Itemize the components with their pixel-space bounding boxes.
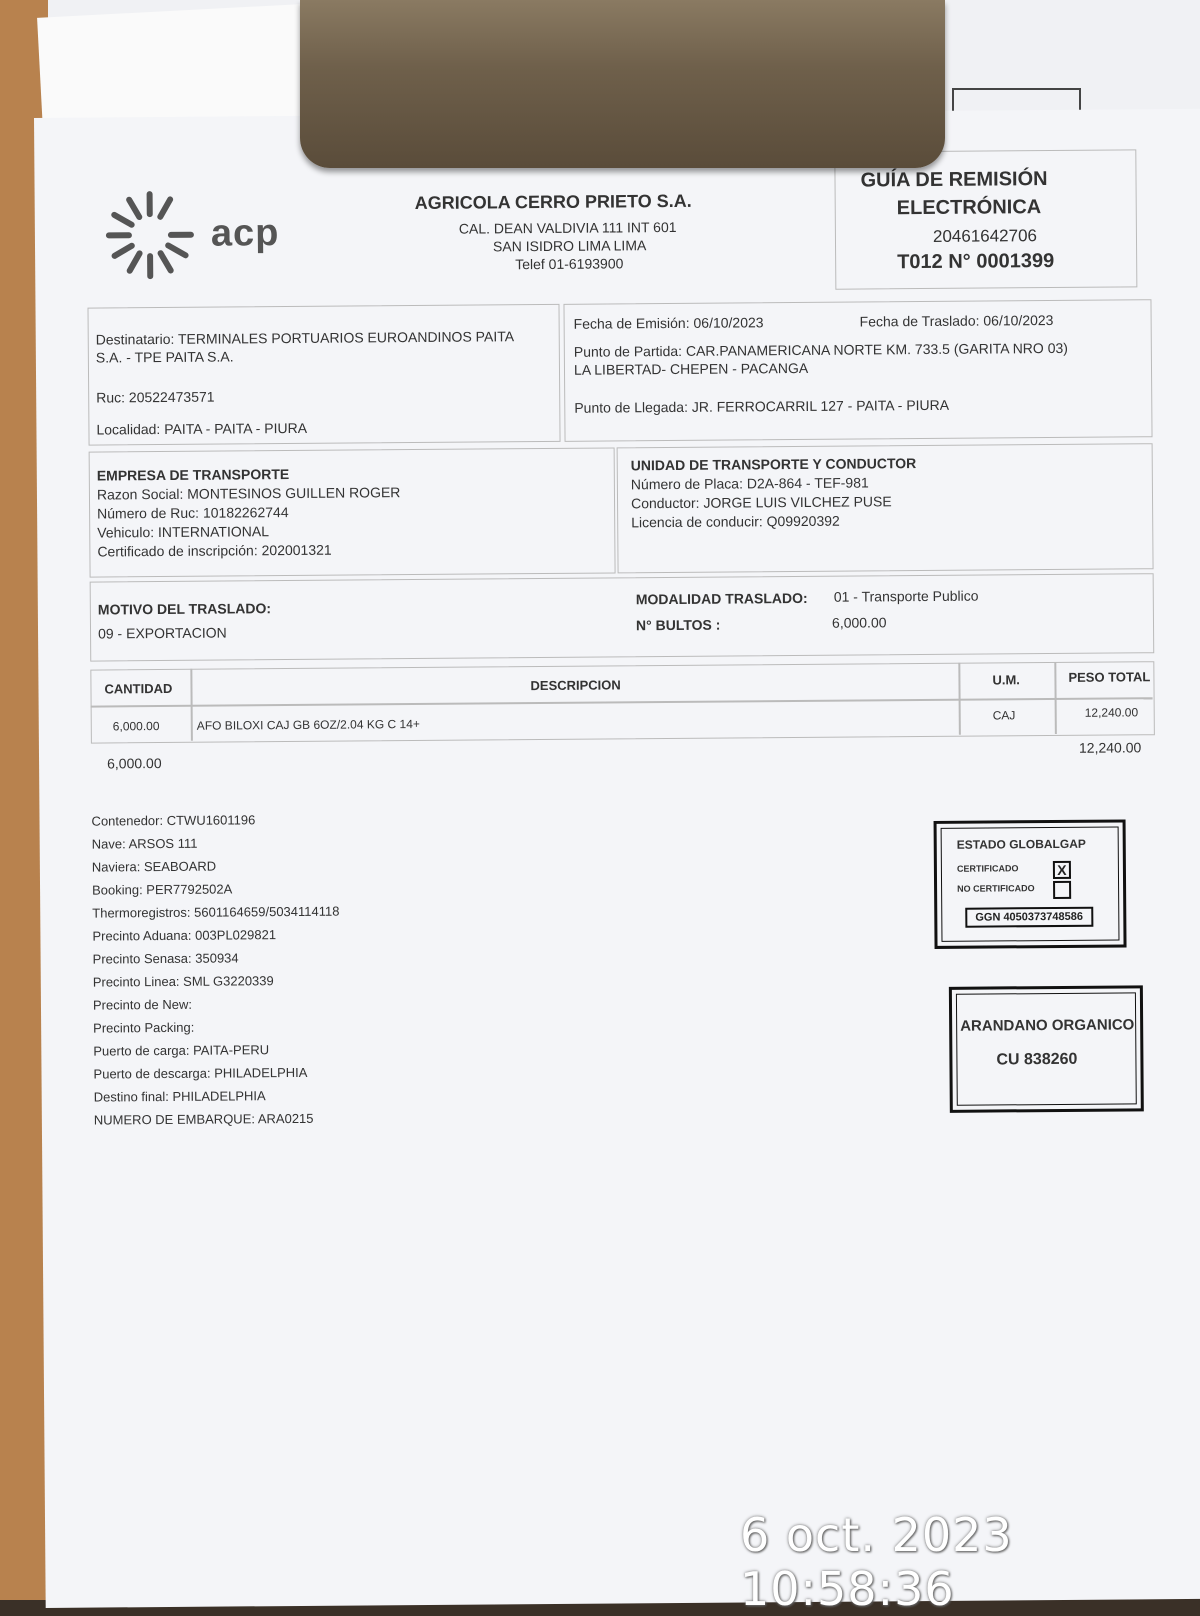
company-address-1: CAL. DEAN VALDIVIA 111 INT 601 xyxy=(458,218,677,237)
empresa-razon-social: Razon Social: MONTESINOS GUILLEN ROGER xyxy=(96,484,401,503)
detail-precinto-linea: Precinto Linea: SML G3220339 xyxy=(92,973,274,990)
fecha-traslado: Fecha de Traslado: 06/10/2023 xyxy=(859,311,1054,330)
empresa-vehiculo: Vehiculo: INTERNATIONAL xyxy=(97,523,270,541)
clipboard-clip xyxy=(300,0,945,168)
destinatario-line-2: S.A. - TPE PAITA S.A. xyxy=(95,348,234,366)
ggn-number: GGN 4050373748586 xyxy=(965,907,1093,928)
detail-precinto-new: Precinto de New: xyxy=(92,996,193,1013)
header-um: U.M. xyxy=(992,672,1020,688)
bultos-label: N° BULTOS : xyxy=(635,616,721,634)
company-name: AGRICOLA CERRO PRIETO S.A. xyxy=(414,190,692,214)
detail-contenedor: Contenedor: CTWU1601196 xyxy=(91,812,256,829)
detail-puerto-descarga: Puerto de descarga: PHILADELPHIA xyxy=(93,1064,308,1082)
header-cantidad: CANTIDAD xyxy=(104,680,173,697)
motivo-box xyxy=(90,573,1155,661)
globalgap-no-certificado-label: NO CERTIFICADO xyxy=(957,883,1035,894)
row-um: CAJ xyxy=(992,708,1016,723)
fecha-emision: Fecha de Emisión: 06/10/2023 xyxy=(573,314,764,332)
punto-llegada: Punto de Llegada: JR. FERROCARRIL 127 - PAITA - PIURA xyxy=(574,396,950,416)
row-peso: 12,240.00 xyxy=(1084,705,1139,720)
empresa-ruc: Número de Ruc: 10182262744 xyxy=(97,504,289,522)
motivo-title: MOTIVO DEL TRASLADO: xyxy=(97,600,272,618)
detail-numero-embarque: NUMERO DE EMBARQUE: ARA0215 xyxy=(93,1110,314,1128)
organic-line-1: ARANDANO ORGANICO xyxy=(960,1016,1135,1035)
empresa-certificado: Certificado de inscripción: 202001321 xyxy=(97,541,332,560)
guide-ruc: 20461642706 xyxy=(932,226,1038,246)
header-descripcion: DESCRIPCION xyxy=(530,677,621,694)
company-logo xyxy=(94,177,205,288)
no-certificado-checkbox xyxy=(1053,881,1071,899)
detail-booking: Booking: PER7792502A xyxy=(92,881,233,898)
globalgap-certificado-label: CERTIFICADO xyxy=(956,863,1019,874)
row-descripcion: AFO BILOXI CAJ GB 6OZ/2.04 KG C 14+ xyxy=(196,716,420,733)
organic-stamp xyxy=(949,985,1144,1113)
detail-precinto-senasa: Precinto Senasa: 350934 xyxy=(92,950,239,967)
unidad-placa: Número de Placa: D2A-864 - TEF-981 xyxy=(630,474,869,493)
unidad-title: UNIDAD DE TRANSPORTE Y CONDUCTOR xyxy=(630,455,917,474)
globalgap-title: ESTADO GLOBALGAP xyxy=(956,836,1086,852)
destinatario-ruc: Ruc: 20522473571 xyxy=(96,388,215,406)
detail-nave: Nave: ARSOS 111 xyxy=(91,835,198,852)
total-peso: 12,240.00 xyxy=(1078,739,1142,756)
destinatario-localidad: Localidad: PAITA - PAITA - PIURA xyxy=(96,419,308,438)
detail-puerto-carga: Puerto de carga: PAITA-PERU xyxy=(93,1042,270,1059)
detail-naviera: Naviera: SEABOARD xyxy=(91,858,217,875)
punto-partida-1: Punto de Partida: CAR.PANAMERICANA NORTE KM. 733.5 (GARITA NRO 03) xyxy=(573,339,1068,360)
company-phone: Telef 01-6193900 xyxy=(515,255,624,273)
motivo-value: 09 - EXPORTACION xyxy=(97,624,227,642)
empresa-transporte-title: EMPRESA DE TRANSPORTE xyxy=(96,466,290,484)
guide-title-2: ELECTRÓNICA xyxy=(896,196,1042,220)
row-cantidad: 6,000.00 xyxy=(112,719,160,734)
document-page xyxy=(34,109,1200,1608)
company-address-2: SAN ISIDRO LIMA LIMA xyxy=(492,237,647,255)
photo-timestamp: 6 oct. 2023 10:58:36 xyxy=(740,1508,1013,1616)
organic-line-2: CU 838260 xyxy=(996,1050,1078,1069)
detail-destino-final: Destino final: PHILADELPHIA xyxy=(93,1088,266,1105)
unidad-licencia: Licencia de conducir: Q09920392 xyxy=(631,512,840,531)
certificado-checkbox: X xyxy=(1053,861,1071,879)
logo-text: acp xyxy=(210,212,280,255)
total-cantidad: 6,000.00 xyxy=(107,755,162,772)
detail-thermoregistros: Thermoregistros: 5601164659/5034114118 xyxy=(92,903,340,921)
header-peso-total: PESO TOTAL xyxy=(1068,669,1151,685)
unidad-conductor: Conductor: JORGE LUIS VILCHEZ PUSE xyxy=(630,493,892,512)
detail-precinto-aduana: Precinto Aduana: 003PL029821 xyxy=(92,927,277,944)
detail-precinto-packing: Precinto Packing: xyxy=(93,1019,195,1036)
globalgap-stamp xyxy=(934,819,1127,949)
modalidad-label: MODALIDAD TRASLADO: xyxy=(635,589,808,608)
destinatario-line-1: Destinatario: TERMINALES PORTUARIOS EUROANDINOS PAITA xyxy=(95,328,515,348)
guide-title-1: GUÍA DE REMISIÓN xyxy=(860,168,1048,192)
bultos-value: 6,000.00 xyxy=(831,614,887,631)
punto-partida-2: LA LIBERTAD- CHEPEN - PACANGA xyxy=(573,359,809,378)
guide-number: T012 N° 0001399 xyxy=(897,249,1055,274)
modalidad-value: 01 - Transporte Publico xyxy=(833,587,979,605)
